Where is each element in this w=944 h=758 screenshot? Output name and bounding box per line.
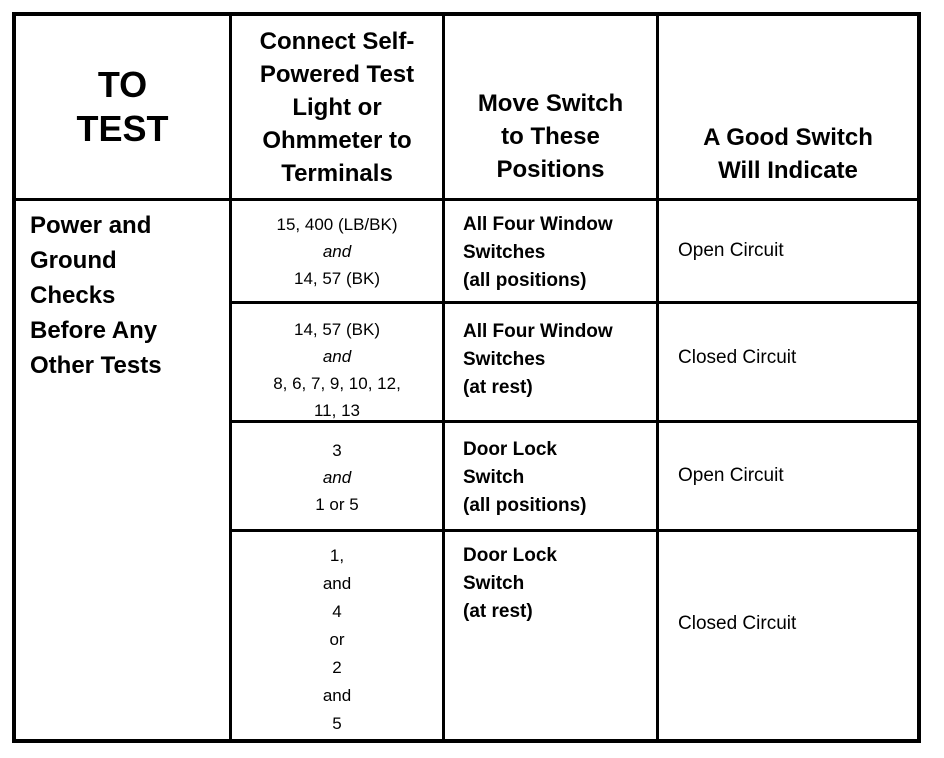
terminal-line: 1,: [329, 546, 345, 565]
terminal-line: or: [329, 630, 345, 649]
terminal-line: and: [322, 241, 352, 261]
row-2-positions: [463, 318, 656, 402]
position-line: Switches: [463, 242, 546, 263]
header-terminals-line: Light or: [292, 93, 382, 121]
terminal-line: and: [322, 574, 352, 593]
position-line: Switch: [463, 573, 525, 594]
terminal-line: and: [322, 468, 352, 487]
row-4-terminals: [232, 542, 442, 738]
header-terminals: [232, 16, 442, 198]
terminal-line: 8, 6, 7, 9, 10, 12,: [273, 374, 401, 393]
to-test-line: Other Tests: [30, 352, 162, 379]
row-1-positions: [463, 211, 656, 295]
terminal-line: 5: [332, 714, 342, 733]
row-1-indicate: [678, 201, 917, 301]
terminal-line: and: [322, 686, 352, 705]
indicate-text: Closed Circuit: [678, 613, 797, 634]
header-positions: [445, 74, 656, 198]
indicate-text: Open Circuit: [678, 465, 784, 486]
header-to-test-line: TEST: [76, 108, 169, 149]
terminal-line: 15, 400 (LB/BK): [276, 214, 398, 234]
to-test-line: Ground: [30, 247, 117, 274]
terminal-line: 14, 57 (BK): [294, 268, 380, 288]
to-test-cell: [30, 208, 229, 383]
position-line: Switch: [463, 467, 525, 488]
position-line: Door Lock: [463, 545, 557, 566]
row-4-indicate: [678, 532, 917, 716]
terminal-line: and: [322, 347, 352, 366]
header-positions-line: to These: [501, 122, 600, 150]
row-3-positions: [463, 436, 656, 520]
terminal-line: 4: [332, 602, 342, 621]
header-indicate-line: Will Indicate: [718, 157, 858, 184]
indicate-text: Open Circuit: [678, 240, 784, 261]
header-terminals-line: Connect Self-: [259, 27, 415, 55]
position-line: (all positions): [463, 495, 587, 516]
row-4-positions: [463, 542, 656, 626]
position-line: (all positions): [463, 270, 587, 291]
terminal-line: 11, 13: [313, 401, 360, 420]
position-line: Door Lock: [463, 439, 557, 460]
terminal-line: 1 or 5: [315, 495, 359, 514]
header-terminals-line: Terminals: [281, 159, 393, 187]
header-to-test: [16, 16, 229, 198]
header-terminals-line: Ohmmeter to: [262, 126, 412, 154]
row-2-indicate: [678, 304, 917, 412]
to-test-line: Before Any: [30, 317, 158, 344]
position-line: Switches: [463, 349, 546, 370]
terminal-line: 14, 57 (BK): [294, 320, 380, 339]
row-3-terminals: [232, 437, 442, 518]
header-positions-line: Positions: [496, 155, 605, 183]
to-test-line: Checks: [30, 282, 116, 309]
to-test-line: Power and: [30, 212, 152, 239]
position-line: All Four Window: [463, 214, 613, 235]
header-indicate: [659, 110, 917, 198]
header-terminals-line: Powered Test: [259, 60, 415, 88]
header-positions-line: Move Switch: [477, 89, 624, 117]
header-indicate-line: A Good Switch: [703, 124, 873, 151]
row-2-terminals: [232, 316, 442, 424]
position-line: (at rest): [463, 601, 533, 622]
position-line: All Four Window: [463, 321, 613, 342]
header-to-test-line: TO: [97, 64, 148, 105]
indicate-text: Closed Circuit: [678, 347, 797, 368]
terminal-line: 3: [332, 441, 342, 460]
row-1-terminals: [232, 201, 442, 301]
terminal-line: 2: [332, 658, 342, 677]
row-3-indicate: [678, 423, 917, 529]
position-line: (at rest): [463, 377, 533, 398]
